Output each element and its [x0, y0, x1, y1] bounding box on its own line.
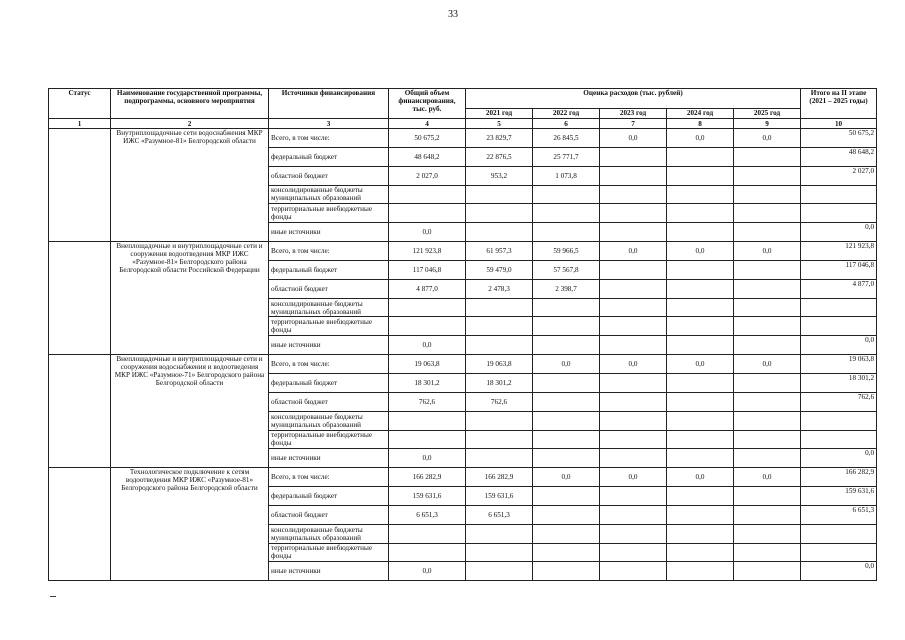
header-sources: Источники финансирования [269, 89, 389, 119]
year-2021-cell [466, 562, 533, 581]
year-2022-cell [533, 562, 600, 581]
total-cell: 0,0 [389, 336, 466, 355]
total-cell [389, 524, 466, 543]
year-2022-cell: 2 398,7 [533, 279, 600, 298]
header-year: 2021 год [466, 109, 533, 119]
source-cell: областной бюджет [269, 166, 389, 185]
source-cell: иные источники [269, 223, 389, 242]
column-number: 5 [466, 119, 533, 129]
final-total-cell: 166 282,9 [801, 468, 877, 487]
final-total-cell: 0,0 [801, 223, 877, 242]
total-cell: 166 282,9 [389, 468, 466, 487]
year-2023-cell [600, 430, 667, 449]
year-2022-cell [533, 411, 600, 430]
source-cell: федеральный бюджет [269, 487, 389, 506]
year-2025-cell [734, 449, 801, 468]
year-2023-cell [600, 147, 667, 166]
header-year: 2023 год [600, 109, 667, 119]
year-2021-cell [466, 223, 533, 242]
year-2024-cell [667, 392, 734, 411]
year-2023-cell [600, 260, 667, 279]
year-2023-cell [600, 298, 667, 317]
year-2021-cell: 61 957,3 [466, 242, 533, 261]
financing-table [48, 88, 877, 581]
total-cell: 121 923,8 [389, 242, 466, 261]
total-cell: 2 027,0 [389, 166, 466, 185]
source-cell: консолидированные бюджеты муниципальных образований [269, 524, 389, 543]
year-2024-cell [667, 487, 734, 506]
year-2024-cell [667, 147, 734, 166]
source-cell: областной бюджет [269, 505, 389, 524]
total-cell [389, 543, 466, 562]
final-total-cell: 117 046,8 [801, 260, 877, 279]
total-cell [389, 317, 466, 336]
source-cell: территориальные внебюджетные фонды [269, 430, 389, 449]
total-cell [389, 204, 466, 223]
source-cell: консолидированные бюджеты муниципальных образований [269, 298, 389, 317]
year-2025-cell [734, 562, 801, 581]
year-2021-cell: 6 651,3 [466, 505, 533, 524]
total-cell: 19 063,8 [389, 355, 466, 374]
header-year: 2022 год [533, 109, 600, 119]
year-2023-cell [600, 373, 667, 392]
year-2023-cell [600, 204, 667, 223]
final-total-cell [801, 543, 877, 562]
year-2024-cell [667, 223, 734, 242]
year-2022-cell [533, 336, 600, 355]
year-2024-cell [667, 505, 734, 524]
total-cell [389, 298, 466, 317]
status-cell [49, 355, 111, 468]
year-2024-cell [667, 260, 734, 279]
year-2025-cell [734, 505, 801, 524]
total-cell [389, 185, 466, 204]
year-2025-cell: 0,0 [734, 242, 801, 261]
activity-name: Внутриплощадочные сети водоснабжения МКР ИЖС «Разумное-81» Белгородской области [111, 129, 269, 242]
column-number-row [49, 119, 877, 129]
year-2025-cell [734, 166, 801, 185]
year-2025-cell [734, 524, 801, 543]
header-estimate: Оценка расходов (тыс. рублей) [466, 89, 801, 109]
total-cell: 4 877,0 [389, 279, 466, 298]
year-2023-cell [600, 562, 667, 581]
total-cell: 762,6 [389, 392, 466, 411]
year-2025-cell [734, 279, 801, 298]
year-2021-cell [466, 411, 533, 430]
year-2021-cell: 166 282,9 [466, 468, 533, 487]
source-cell: территориальные внебюджетные фонды [269, 317, 389, 336]
final-total-cell: 0,0 [801, 336, 877, 355]
final-total-cell [801, 430, 877, 449]
year-2021-cell: 159 631,6 [466, 487, 533, 506]
column-number: 6 [533, 119, 600, 129]
year-2024-cell: 0,0 [667, 242, 734, 261]
year-2023-cell [600, 543, 667, 562]
final-total-cell: 762,6 [801, 392, 877, 411]
source-cell: Всего, в том числе: [269, 242, 389, 261]
year-2025-cell [734, 336, 801, 355]
year-2024-cell [667, 317, 734, 336]
year-2021-cell: 19 063,8 [466, 355, 533, 374]
year-2025-cell [734, 392, 801, 411]
year-2025-cell [734, 543, 801, 562]
final-total-cell [801, 298, 877, 317]
year-2022-cell [533, 223, 600, 242]
page-number: 33 [448, 9, 458, 20]
header-name: Наименование государственной программы, подпрограммы, основного мероприятия [111, 89, 269, 119]
year-2023-cell [600, 392, 667, 411]
header-status: Статус [49, 89, 111, 119]
total-cell: 0,0 [389, 223, 466, 242]
final-total-cell: 6 651,3 [801, 505, 877, 524]
year-2024-cell [667, 298, 734, 317]
year-2025-cell [734, 430, 801, 449]
year-2023-cell [600, 449, 667, 468]
year-2021-cell [466, 430, 533, 449]
year-2023-cell [600, 487, 667, 506]
year-2021-cell: 22 876,5 [466, 147, 533, 166]
total-cell: 0,0 [389, 449, 466, 468]
year-2024-cell [667, 524, 734, 543]
year-2025-cell [734, 260, 801, 279]
total-cell: 18 301,2 [389, 373, 466, 392]
total-cell: 6 651,3 [389, 505, 466, 524]
year-2022-cell [533, 373, 600, 392]
final-total-cell: 50 675,2 [801, 129, 877, 148]
year-2024-cell [667, 411, 734, 430]
year-2024-cell: 0,0 [667, 468, 734, 487]
source-cell: территориальные внебюджетные фонды [269, 204, 389, 223]
final-total-cell [801, 204, 877, 223]
header-final: Итого на II этапе (2021 – 2025 годы) [801, 89, 877, 119]
year-2024-cell: 0,0 [667, 355, 734, 374]
final-total-cell: 48 648,2 [801, 147, 877, 166]
final-total-cell: 0,0 [801, 562, 877, 581]
final-total-cell [801, 411, 877, 430]
year-2023-cell [600, 279, 667, 298]
column-number: 2 [111, 119, 269, 129]
total-cell: 48 648,2 [389, 147, 466, 166]
total-cell: 117 046,8 [389, 260, 466, 279]
column-number: 3 [269, 119, 389, 129]
year-2023-cell: 0,0 [600, 355, 667, 374]
year-2024-cell [667, 449, 734, 468]
year-2022-cell: 25 771,7 [533, 147, 600, 166]
year-2023-cell [600, 524, 667, 543]
year-2025-cell: 0,0 [734, 129, 801, 148]
year-2025-cell [734, 223, 801, 242]
year-2021-cell [466, 298, 533, 317]
table-row [49, 355, 877, 374]
year-2021-cell [466, 524, 533, 543]
year-2024-cell [667, 562, 734, 581]
year-2023-cell [600, 185, 667, 204]
year-2025-cell [734, 487, 801, 506]
source-cell: консолидированные бюджеты муниципальных образований [269, 411, 389, 430]
source-cell: Всего, в том числе: [269, 468, 389, 487]
year-2024-cell [667, 336, 734, 355]
table-row [49, 468, 877, 487]
final-total-cell: 2 027,0 [801, 166, 877, 185]
year-2023-cell: 0,0 [600, 129, 667, 148]
year-2022-cell [533, 449, 600, 468]
year-2024-cell [667, 543, 734, 562]
table-row [49, 129, 877, 148]
activity-name: Внеплощадочные и внутриплощадочные сети и сооружения водоотведения МКР ИЖС «Разумное-81» Белгородского района Белгородской области Российской Федерации [111, 242, 269, 355]
year-2023-cell: 0,0 [600, 242, 667, 261]
year-2023-cell [600, 411, 667, 430]
final-total-cell: 159 631,6 [801, 487, 877, 506]
year-2025-cell [734, 147, 801, 166]
total-cell [389, 430, 466, 449]
year-2022-cell: 1 073,8 [533, 166, 600, 185]
year-2025-cell: 0,0 [734, 355, 801, 374]
header-year: 2024 год [667, 109, 734, 119]
final-total-cell: 121 923,8 [801, 242, 877, 261]
source-cell: федеральный бюджет [269, 147, 389, 166]
source-cell: областной бюджет [269, 392, 389, 411]
year-2024-cell [667, 373, 734, 392]
final-total-cell: 4 877,0 [801, 279, 877, 298]
year-2025-cell [734, 317, 801, 336]
total-cell: 0,0 [389, 562, 466, 581]
header-total: Общий объем финансирования, тыс. руб. [389, 89, 466, 119]
year-2025-cell [734, 204, 801, 223]
year-2021-cell [466, 449, 533, 468]
year-2025-cell [734, 185, 801, 204]
year-2022-cell [533, 392, 600, 411]
source-cell: федеральный бюджет [269, 260, 389, 279]
year-2024-cell [667, 279, 734, 298]
year-2022-cell [533, 505, 600, 524]
year-2022-cell [533, 317, 600, 336]
year-2025-cell [734, 411, 801, 430]
year-2022-cell [533, 430, 600, 449]
column-number: 8 [667, 119, 734, 129]
final-total-cell [801, 185, 877, 204]
total-cell: 50 675,2 [389, 129, 466, 148]
year-2023-cell [600, 336, 667, 355]
year-2021-cell: 762,6 [466, 392, 533, 411]
activity-name: Внеплощадочные и внутриплощадочные сети и сооружения водоснабжения и водоотведения МКР ИЖС «Разумное-71» Белгородского района Белгородской области [111, 355, 269, 468]
year-2022-cell: 59 966,5 [533, 242, 600, 261]
year-2021-cell [466, 543, 533, 562]
year-2023-cell [600, 166, 667, 185]
source-cell: иные источники [269, 562, 389, 581]
year-2023-cell: 0,0 [600, 468, 667, 487]
column-number: 7 [600, 119, 667, 129]
source-cell: территориальные внебюджетные фонды [269, 543, 389, 562]
year-2022-cell [533, 204, 600, 223]
source-cell: консолидированные бюджеты муниципальных образований [269, 185, 389, 204]
year-2022-cell [533, 524, 600, 543]
source-cell: иные источники [269, 449, 389, 468]
year-2021-cell [466, 185, 533, 204]
year-2021-cell: 2 478,3 [466, 279, 533, 298]
footer-mark [50, 596, 56, 597]
final-total-cell: 0,0 [801, 449, 877, 468]
column-number: 9 [734, 119, 801, 129]
table-row [49, 242, 877, 261]
year-2022-cell [533, 185, 600, 204]
source-cell: Всего, в том числе: [269, 129, 389, 148]
source-cell: областной бюджет [269, 279, 389, 298]
year-2021-cell [466, 336, 533, 355]
final-total-cell [801, 317, 877, 336]
year-2024-cell [667, 204, 734, 223]
final-total-cell [801, 524, 877, 543]
year-2024-cell [667, 185, 734, 204]
year-2022-cell: 0,0 [533, 355, 600, 374]
year-2022-cell [533, 487, 600, 506]
year-2021-cell: 18 301,2 [466, 373, 533, 392]
year-2022-cell: 0,0 [533, 468, 600, 487]
year-2021-cell [466, 317, 533, 336]
year-2025-cell [734, 373, 801, 392]
total-cell: 159 631,6 [389, 487, 466, 506]
column-number: 10 [801, 119, 877, 129]
source-cell: иные источники [269, 336, 389, 355]
year-2024-cell [667, 430, 734, 449]
year-2025-cell [734, 298, 801, 317]
year-2023-cell [600, 223, 667, 242]
year-2021-cell: 23 829,7 [466, 129, 533, 148]
status-cell [49, 242, 111, 355]
year-2022-cell [533, 543, 600, 562]
year-2022-cell [533, 298, 600, 317]
source-cell: федеральный бюджет [269, 373, 389, 392]
year-2025-cell: 0,0 [734, 468, 801, 487]
column-number: 4 [389, 119, 466, 129]
header-year: 2025 год [734, 109, 801, 119]
year-2021-cell [466, 204, 533, 223]
year-2021-cell: 59 479,0 [466, 260, 533, 279]
activity-name: Технологическое подключение к сетям водоотведения МКР ИЖС «Разумное-81» Белгородского района Белгородской области [111, 468, 269, 581]
source-cell: Всего, в том числе: [269, 355, 389, 374]
year-2024-cell [667, 166, 734, 185]
column-number: 1 [49, 119, 111, 129]
total-cell [389, 411, 466, 430]
year-2023-cell [600, 505, 667, 524]
status-cell [49, 129, 111, 242]
year-2021-cell: 953,2 [466, 166, 533, 185]
final-total-cell: 18 301,2 [801, 373, 877, 392]
final-total-cell: 19 063,8 [801, 355, 877, 374]
status-cell [49, 468, 111, 581]
year-2023-cell [600, 317, 667, 336]
year-2022-cell: 57 567,8 [533, 260, 600, 279]
year-2022-cell: 26 845,5 [533, 129, 600, 148]
year-2024-cell: 0,0 [667, 129, 734, 148]
